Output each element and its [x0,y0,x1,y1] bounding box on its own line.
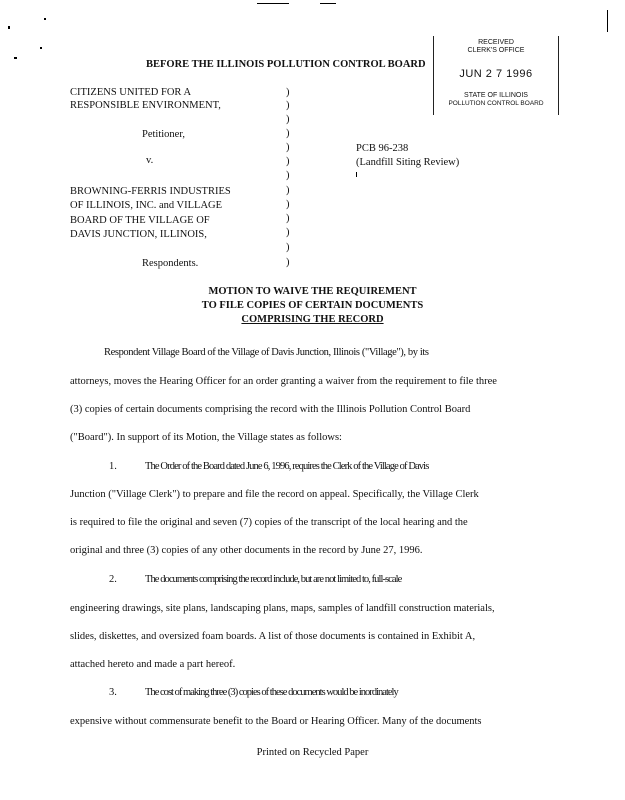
petitioner-name-line2: RESPONSIBLE ENVIRONMENT, [70,100,221,111]
scan-speck [14,57,17,59]
caption-paren: ) [286,100,290,111]
intro-line: (3) copies of certain documents comprising the record with the Illinois Pollution Control Board [70,404,471,415]
page-footer: Printed on Recycled Paper [256,747,369,758]
motion-title-line2: TO FILE COPIES OF CERTAIN DOCUMENTS [201,300,424,311]
scan-speck [257,3,289,4]
paragraph-3-line: expensive without commensurate benefit to the Board or Hearing Officer. Many of the documents [70,716,482,727]
stamp-date: JUN 2 7 1996 [459,68,533,80]
motion-title-line3: COMPRISING THE RECORD [241,314,384,325]
paragraph-number: 2. [109,574,117,585]
caption-paren: ) [286,170,290,181]
caption-paren: ) [286,87,290,98]
petitioner-label: Petitioner, [142,129,186,140]
caption-paren: ) [286,227,290,238]
respondent-name-line2: OF ILLINOIS, INC. and VILLAGE [70,200,223,211]
paragraph-1-line: The Order of the Board dated June 6, 1996, requires the Clerk of the Village of Davis [145,461,429,472]
caption-paren: ) [286,128,290,139]
intro-line: ("Board"). In support of its Motion, the Village states as follows: [70,432,342,443]
petitioner-name-line1: CITIZENS UNITED FOR A [70,87,192,98]
paragraph-2-line: The documents comprising the record include, but are not limited to, full-scale [145,574,402,585]
respondent-name-line4: DAVIS JUNCTION, ILLINOIS, [70,229,207,240]
paragraph-number: 1. [109,461,117,472]
caption-paren: ) [286,142,290,153]
paragraph-number: 3. [109,687,117,698]
caption-paren: ) [286,242,290,253]
scan-speck [8,26,10,29]
stamp-received: RECEIVED [478,39,514,46]
versus-label: v. [146,155,154,166]
paragraph-1-line: original and three (3) copies of any other documents in the record by June 27, 1996. [70,545,423,556]
case-number: PCB 96-238 [356,143,409,154]
intro-line: Respondent Village Board of the Village of Davis Junction, Illinois ("Village"), by its [104,347,429,358]
caption-paren: ) [286,114,290,125]
caption-paren: ) [286,257,290,268]
stamp-clerks-office: CLERK'S OFFICE [467,47,525,54]
respondent-name-line1: BROWNING-FERRIS INDUSTRIES [70,186,231,197]
stamp-state: STATE OF ILLINOIS [464,92,528,99]
document-heading: BEFORE THE ILLINOIS POLLUTION CONTROL BOARD [146,59,426,70]
paragraph-2-line: attached hereto and made a part hereof. [70,659,236,670]
paragraph-2-line: slides, diskettes, and oversized foam boards. A list of those documents is contained in Exhibit A, [70,631,476,642]
scan-speck [320,3,336,4]
scan-speck [356,172,357,177]
caption-paren: ) [286,199,290,210]
case-type: (Landfill Siting Review) [356,157,460,168]
paragraph-1-line: Junction ("Village Clerk") to prepare and file the record on appeal. Specifically, the Village Clerk [70,489,479,500]
scan-speck [607,10,608,32]
intro-line: attorneys, moves the Hearing Officer for an order granting a waiver from the requirement to file three [70,376,497,387]
paragraph-1-line: is required to file the original and seven (7) copies of the transcript of the local hearing and the [70,517,468,528]
paragraph-2-line: engineering drawings, site plans, landscaping plans, maps, samples of landfill construction materials, [70,603,495,614]
respondent-name-line3: BOARD OF THE VILLAGE OF [70,215,210,226]
stamp-board: POLLUTION CONTROL BOARD [448,100,544,107]
caption-paren: ) [286,185,290,196]
paragraph-3-line: The cost of making three (3) copies of these documents would be inordinately [145,687,398,698]
received-stamp [433,36,559,115]
caption-paren: ) [286,213,290,224]
caption-paren: ) [286,156,290,167]
respondents-label: Respondents. [142,258,199,269]
scan-speck [40,47,42,49]
scan-speck [44,18,46,20]
motion-title-line1: MOTION TO WAIVE THE REQUIREMENT [208,286,417,297]
